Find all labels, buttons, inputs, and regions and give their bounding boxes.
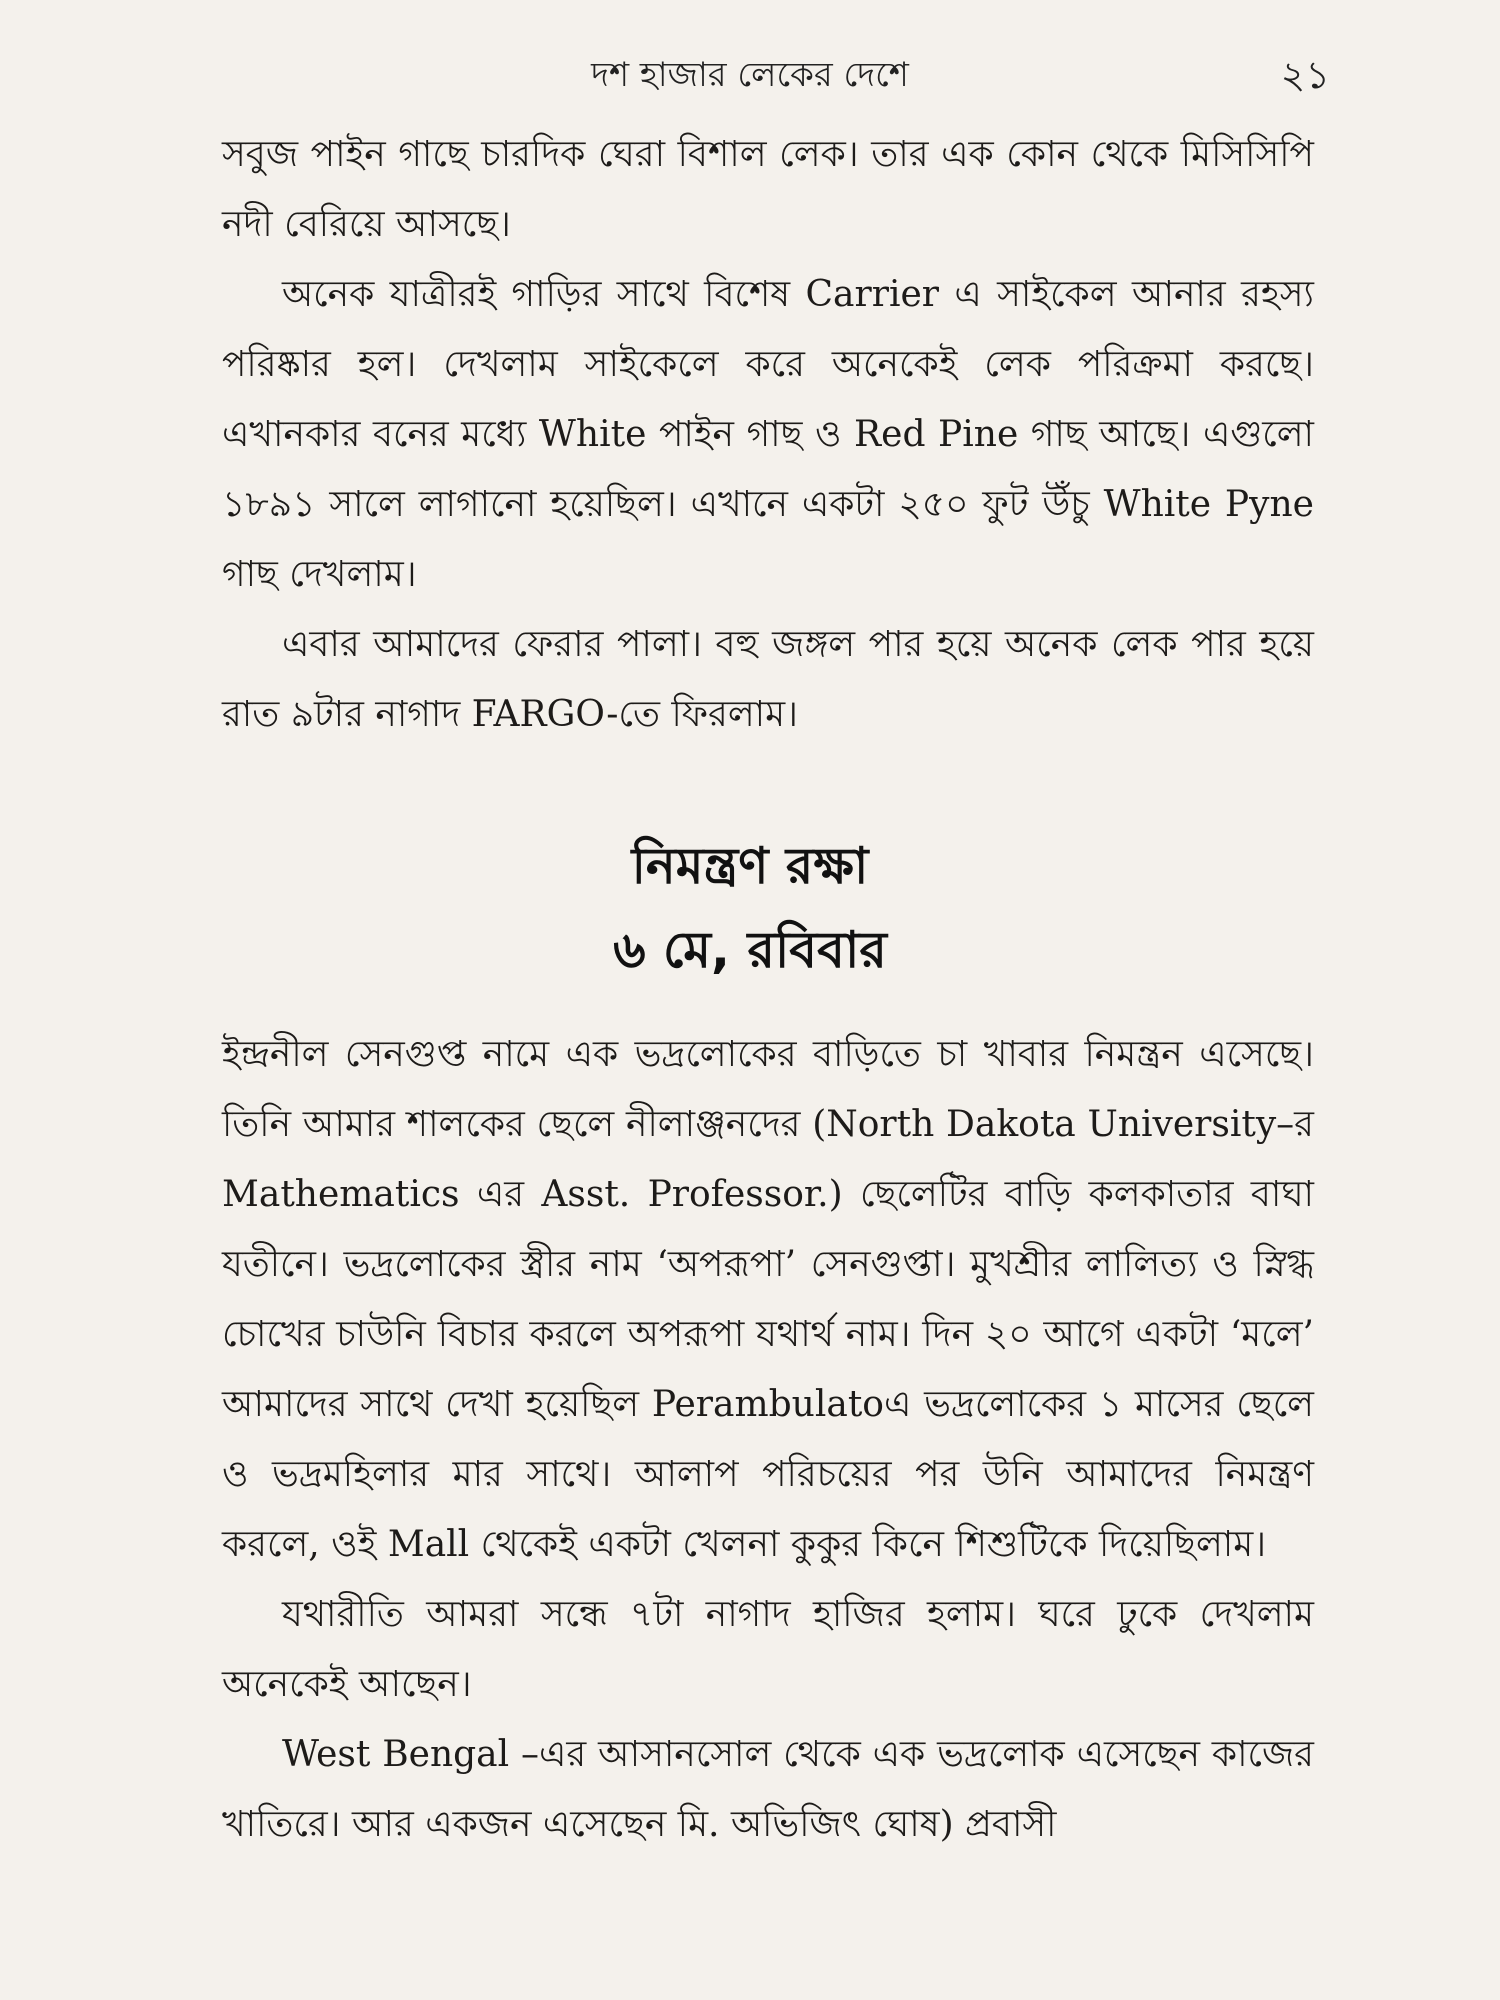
running-header xyxy=(0,40,1500,110)
body-text-section-1 xyxy=(222,120,1314,750)
paragraph: ইন্দ্রনীল সেনগুপ্ত নামে এক ভদ্রলোকের বাড়িতে চা খাবার নিমন্ত্রন এসেছে। তিনি আমার শালকের ছেলে নীলাঞ্জনদের (North Dakota University–র Mathematics এর Asst. Professor.) ছেলেটির বাড়ি কলকাতার বাঘা যতীনে। ভদ্রলোকের স্ত্রীর নাম ‘অপরূপা’ সেনগুপ্তা। মুখশ্রীর লালিত্য ও স্নিগ্ধ চোখের চাউনি বিচার করলে অপরূপা যথার্থ নাম। দিন ২০ আগে একটা ‘মলে’ আমাদের সাথে দেখা হয়েছিল Perambulatoএ ভদ্রলোকের ১ মাসের ছেলে ও ভদ্রমহিলার মার সাথে। আলাপ পরিচয়ের পর উনি আমাদের নিমন্ত্রণ করলে, ওই Mall থেকেই একটা খেলনা কুকুর কিনে শিশুটিকে দিয়েছিলাম। xyxy=(222,1034,1314,1565)
paragraph: সবুজ পাইন গাছে চারদিক ঘেরা বিশাল লেক। তার এক কোন থেকে মিসিসিপি নদী বেরিয়ে আসছে। xyxy=(222,134,1314,245)
running-header-title: দশ হাজার লেকের দেশে xyxy=(591,55,909,95)
paragraph: West Bengal –এর আসানসোল থেকে এক ভদ্রলোক এসেছেন কাজের খাতিরে। আর একজন এসেছেন মি. অভিজিৎ ঘোষ) প্রবাসী xyxy=(222,1734,1314,1845)
paragraph: যথারীতি আমরা সন্ধে ৭টা নাগাদ হাজির হলাম। ঘরে ঢুকে দেখলাম অনেকেই আছেন। xyxy=(222,1594,1314,1705)
page-number: ২১ xyxy=(1280,53,1330,97)
body-text-section-2 xyxy=(222,1020,1314,1860)
paragraph: এবার আমাদের ফেরার পালা। বহু জঙ্গল পার হয়ে অনেক লেক পার হয়ে রাত ৯টার নাগাদ FARGO-তে ফিরলাম। xyxy=(222,624,1314,735)
paragraph: অনেক যাত্রীরই গাড়ির সাথে বিশেষ Carrier এ সাইকেল আনার রহস্য পরিষ্কার হল। দেখলাম সাইকেলে করে অনেকেই লেক পরিক্রমা করছে। এখানকার বনের মধ্যে White পাইন গাছ ও Red Pine গাছ আছে। এগুলো ১৮৯১ সালে লাগানো হয়েছিল। এখানে একটা ২৫০ ফুট উঁচু White Pyne গাছ দেখলাম। xyxy=(222,274,1314,595)
section-heading: নিমন্ত্রণ রক্ষা xyxy=(631,837,869,895)
section-date-heading: ৬ মে, রবিবার xyxy=(613,921,887,979)
